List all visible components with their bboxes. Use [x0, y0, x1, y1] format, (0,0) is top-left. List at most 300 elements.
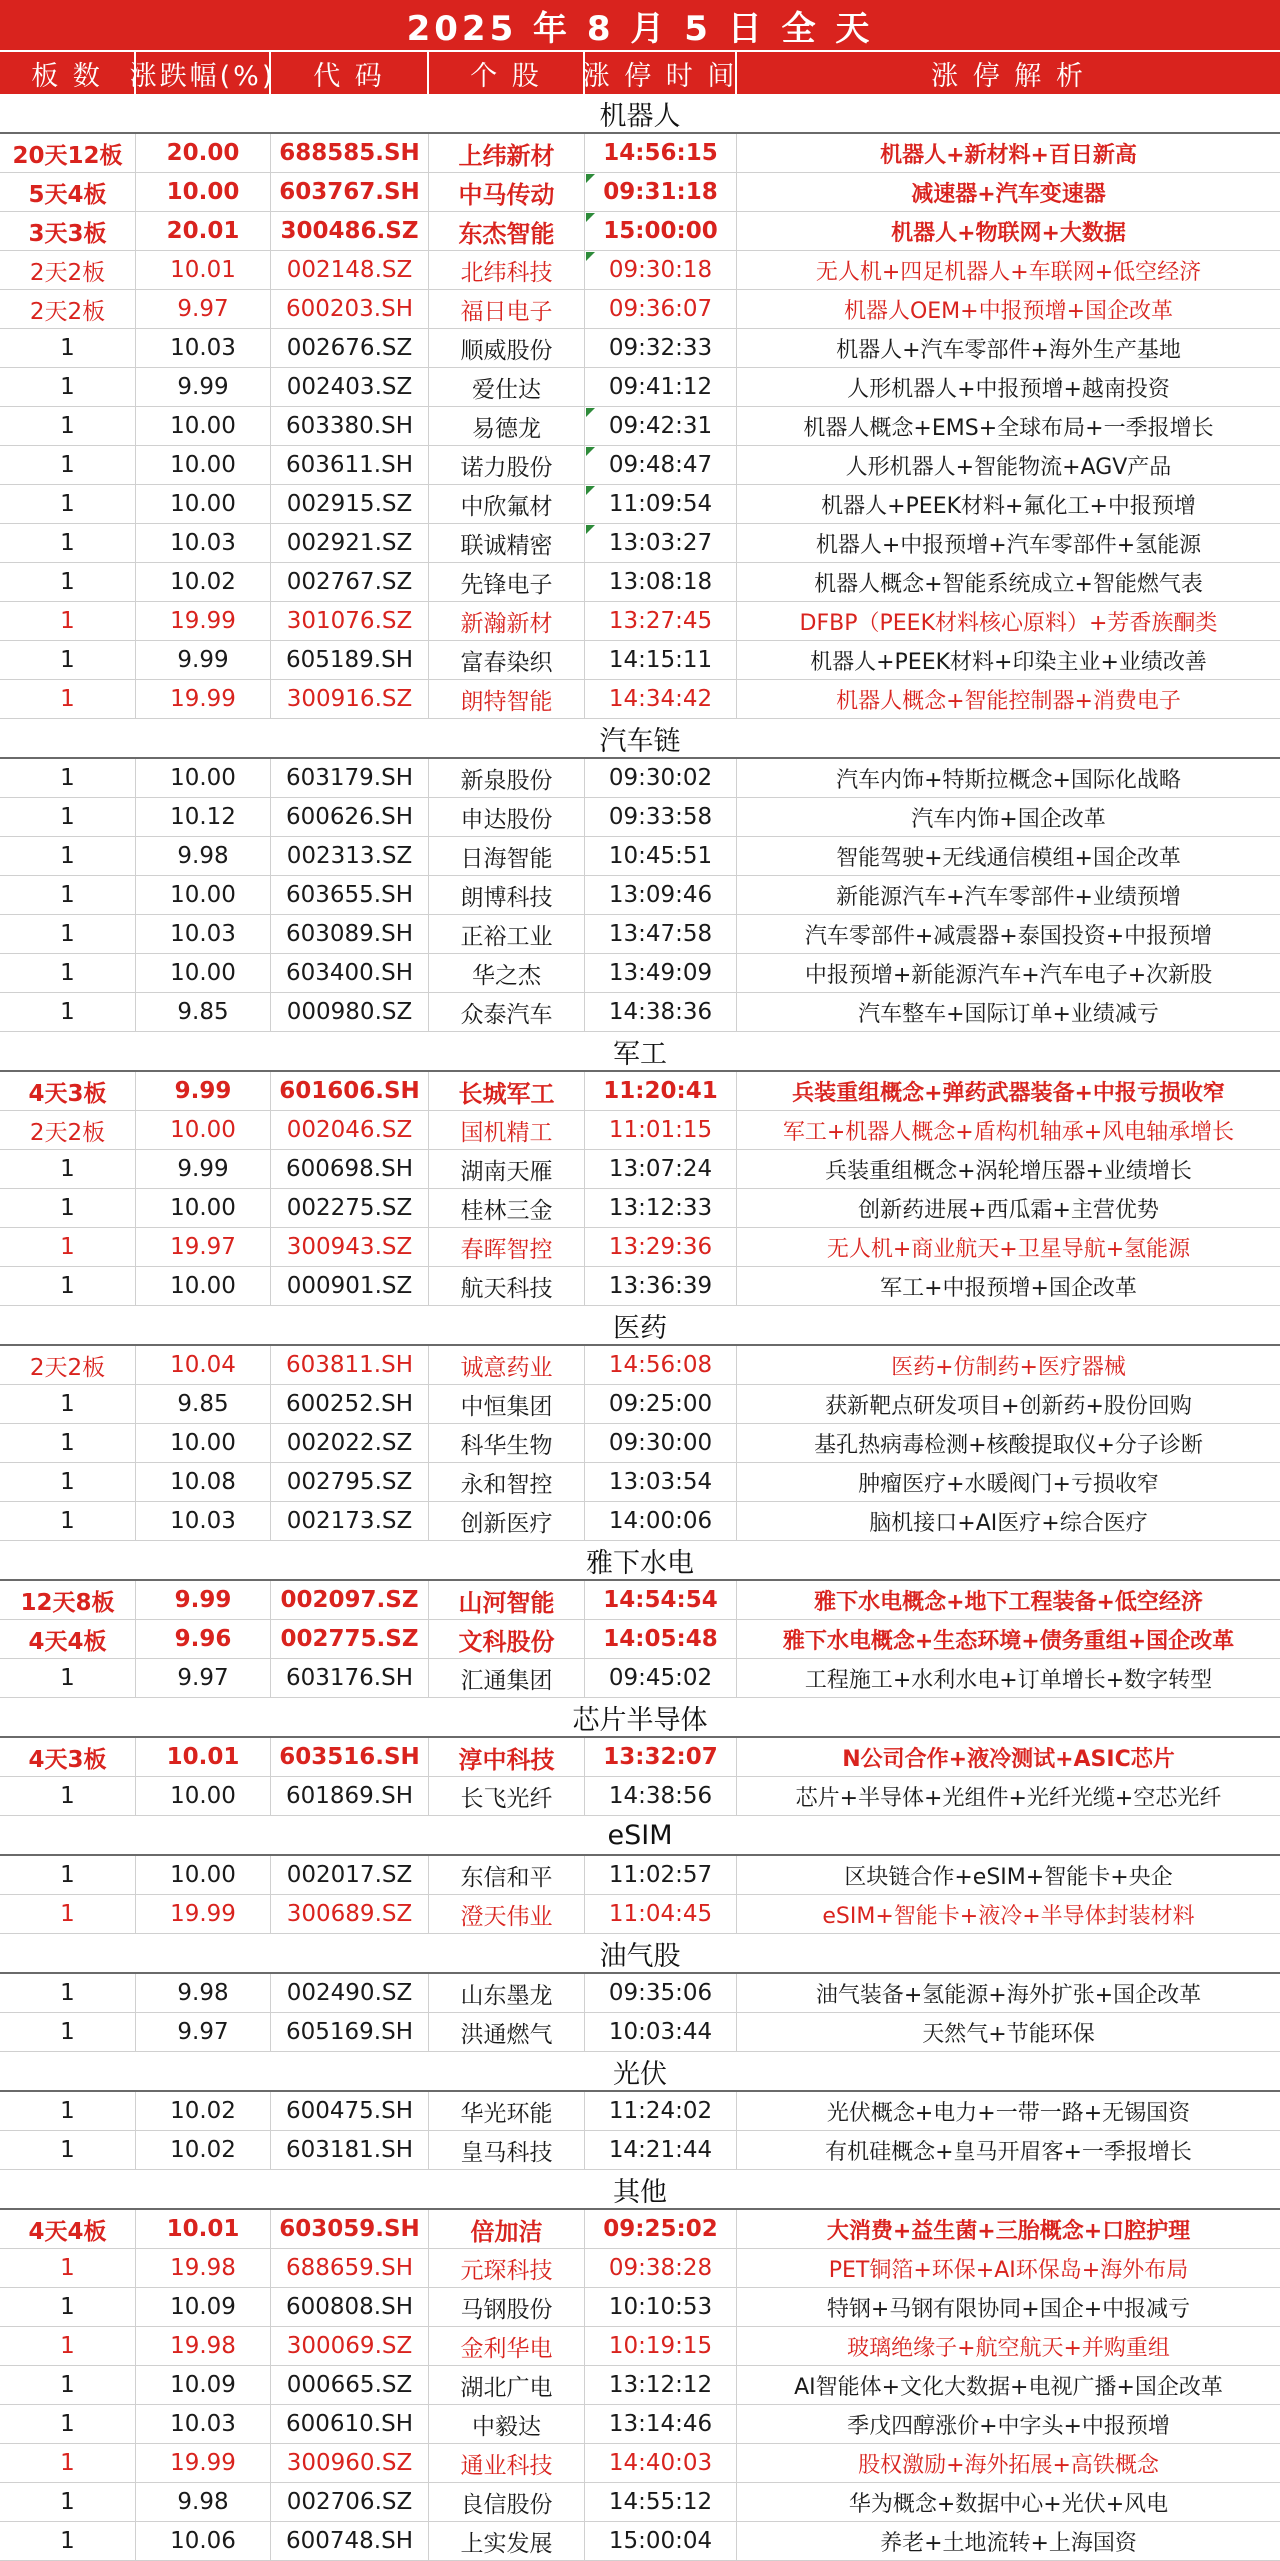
table-row[interactable] [0, 1463, 1280, 1502]
stock-name-cell-text: 诺力股份 [460, 454, 553, 481]
board-count-cell-text: 20天12板 [12, 142, 123, 169]
stock-code-cell [271, 1424, 429, 1462]
analysis-cell [737, 2288, 1280, 2326]
stock-name-cell-text: 日海智能 [460, 845, 553, 872]
change-pct-cell-text: 10.00 [170, 452, 236, 478]
table-row[interactable] [0, 134, 1280, 173]
table-row[interactable] [0, 1974, 1280, 2013]
stock-code-cell [271, 1620, 429, 1658]
table-row[interactable] [0, 368, 1280, 407]
table-row[interactable] [0, 1581, 1280, 1620]
board-count-cell [0, 563, 136, 601]
board-count-cell [0, 1856, 136, 1894]
tick-marker-icon [586, 525, 595, 534]
table-row[interactable] [0, 173, 1280, 212]
change-pct-cell [136, 368, 271, 406]
sector-label: 医药 [0, 1306, 1280, 1346]
limit-time-cell [585, 485, 737, 523]
stock-name-cell [429, 2210, 585, 2248]
sector-label: 汽车链 [0, 719, 1280, 759]
stock-name-cell [429, 524, 585, 562]
board-count-cell [0, 2092, 136, 2130]
board-count-cell-text: 1 [60, 1783, 75, 1809]
stock-name-cell-text: 朗特智能 [460, 688, 553, 715]
change-pct-cell-text: 10.00 [170, 1273, 236, 1299]
limit-time-cell [585, 1228, 737, 1266]
change-pct-cell-text: 20.00 [166, 140, 240, 166]
board-count-cell [0, 2288, 136, 2326]
stock-name-cell-text: 上纬新材 [458, 141, 555, 170]
stock-name-cell-text: 汇通集团 [460, 1667, 553, 1694]
table-row[interactable] [0, 251, 1280, 290]
change-pct-cell-text: 20.01 [166, 218, 240, 244]
board-count-cell-text: 1 [60, 765, 75, 791]
change-pct-cell-text: 10.00 [170, 960, 236, 986]
analysis-cell-text: 雅下水电概念+生态环境+债务重组+国企改革 [782, 1628, 1235, 1654]
stock-name-cell-text: 金利华电 [460, 2335, 553, 2362]
stock-name-cell-text: 中欣氟材 [460, 493, 553, 520]
stock-code-cell [271, 2249, 429, 2287]
stock-name-cell [429, 915, 585, 953]
change-pct-cell [136, 602, 271, 640]
board-count-cell [0, 1385, 136, 1423]
limit-time-cell-text: 09:45:02 [608, 1665, 713, 1691]
stock-name-cell-text: 长城军工 [458, 1079, 555, 1108]
limit-time-cell [585, 290, 737, 328]
table-row[interactable] [0, 2013, 1280, 2052]
limit-time-cell [585, 1072, 737, 1110]
table-row[interactable] [0, 641, 1280, 680]
stock-code-cell [271, 1502, 429, 1540]
change-pct-cell [136, 1228, 271, 1266]
table-row[interactable] [0, 1424, 1280, 1463]
stock-code-cell-text: 000901.SZ [286, 1273, 413, 1299]
stock-name-cell [429, 1974, 585, 2012]
analysis-cell-text: eSIM+智能卡+液冷+半导体封装材料 [822, 1903, 1195, 1929]
change-pct-cell [136, 2405, 271, 2443]
change-pct-cell [136, 1620, 271, 1658]
table-row[interactable] [0, 1895, 1280, 1934]
board-count-cell-text: 1 [60, 804, 75, 830]
board-count-cell-text: 1 [60, 2489, 75, 2515]
analysis-cell [737, 329, 1280, 367]
limit-time-cell [585, 1424, 737, 1462]
stock-code-cell [271, 2131, 429, 2169]
board-count-cell [0, 2522, 136, 2560]
limit-time-cell-text: 09:35:06 [608, 1980, 713, 2006]
stock-name-cell [429, 1659, 585, 1697]
table-row[interactable] [0, 524, 1280, 563]
analysis-cell [737, 1895, 1280, 1933]
sector-label: 机器人 [0, 94, 1280, 134]
change-pct-cell [136, 1072, 271, 1110]
table-row[interactable] [0, 1228, 1280, 1267]
stock-code-cell-text: 002046.SZ [286, 1117, 413, 1143]
change-pct-cell [136, 1502, 271, 1540]
change-pct-cell [136, 1738, 271, 1776]
table-row[interactable] [0, 2249, 1280, 2288]
limit-time-cell-text: 09:25:00 [608, 1391, 713, 1417]
table-row[interactable] [0, 1620, 1280, 1659]
board-count-cell-text: 4天4板 [28, 1628, 107, 1655]
analysis-cell-text: 兵装重组概念+弹药武器装备+中报亏损收窄 [792, 1080, 1225, 1106]
table-row[interactable] [0, 485, 1280, 524]
change-pct-cell [136, 1424, 271, 1462]
table-row[interactable] [0, 759, 1280, 798]
stock-name-cell [429, 2366, 585, 2404]
stock-code-cell-text: 601606.SH [279, 1078, 420, 1104]
limit-time-cell-text: 14:54:54 [603, 1587, 718, 1613]
limit-time-cell [585, 1189, 737, 1227]
limit-time-cell-text: 10:10:53 [608, 2294, 713, 2320]
board-count-cell [0, 173, 136, 211]
stock-code-cell-text: 000665.SZ [286, 2372, 413, 2398]
limit-time-cell-text: 10:03:44 [608, 2019, 713, 2045]
change-pct-cell [136, 680, 271, 718]
table-row[interactable] [0, 2366, 1280, 2405]
stock-name-cell-text: 福日电子 [460, 298, 553, 325]
analysis-cell-text: 机器人+PEEK材料+氟化工+中报预增 [821, 493, 1196, 519]
analysis-cell-text: 区块链合作+eSIM+智能卡+央企 [844, 1864, 1173, 1890]
analysis-cell [737, 2366, 1280, 2404]
stock-code-cell [271, 915, 429, 953]
board-count-cell [0, 2131, 136, 2169]
table-row[interactable] [0, 2210, 1280, 2249]
stock-name-cell [429, 2092, 585, 2130]
board-count-cell [0, 1659, 136, 1697]
change-pct-cell [136, 173, 271, 211]
stock-code-cell-text: 600203.SH [285, 296, 413, 322]
analysis-cell-text: 医药+仿制药+医疗器械 [891, 1354, 1126, 1380]
stock-code-cell [271, 1895, 429, 1933]
analysis-cell-text: 汽车内饰+国企改革 [911, 806, 1106, 832]
stock-name-cell-text: 湖南天雁 [460, 1158, 553, 1185]
board-count-cell-text: 1 [60, 1508, 75, 1534]
change-pct-cell [136, 1974, 271, 2012]
limit-time-cell [585, 2444, 737, 2482]
table-row[interactable] [0, 1502, 1280, 1541]
stock-code-cell [271, 251, 429, 289]
table-row[interactable] [0, 2288, 1280, 2327]
stock-code-cell-text: 002490.SZ [286, 1980, 413, 2006]
change-pct-cell-text: 10.01 [166, 2216, 240, 2242]
table-row[interactable] [0, 837, 1280, 876]
board-count-cell-text: 1 [60, 1234, 75, 1260]
board-count-cell [0, 485, 136, 523]
tick-marker-icon [586, 486, 595, 495]
board-count-cell-text: 4天3板 [28, 1746, 107, 1773]
stock-code-cell [271, 2444, 429, 2482]
table-row[interactable] [0, 2483, 1280, 2522]
board-count-cell [0, 2327, 136, 2365]
table-row[interactable] [0, 1150, 1280, 1189]
table-row[interactable] [0, 1111, 1280, 1150]
table-row[interactable] [0, 2522, 1280, 2561]
analysis-cell-text: 机器人+汽车零部件+海外生产基地 [836, 337, 1181, 363]
stock-name-cell [429, 446, 585, 484]
board-count-cell-text: 1 [60, 2450, 75, 2476]
stock-name-cell-text: 澄天伟业 [460, 1903, 553, 1930]
change-pct-cell [136, 1856, 271, 1894]
analysis-cell-text: 减速器+汽车变速器 [911, 181, 1106, 207]
table-row[interactable] [0, 1267, 1280, 1306]
stock-code-cell-text: 603767.SH [279, 179, 420, 205]
table-row[interactable] [0, 2444, 1280, 2483]
table-row[interactable] [0, 1777, 1280, 1816]
stock-code-cell [271, 2013, 429, 2051]
stock-code-cell [271, 290, 429, 328]
stock-code-cell [271, 954, 429, 992]
board-count-cell-text: 1 [60, 1156, 75, 1182]
stock-code-cell [271, 1738, 429, 1776]
tick-marker-icon [586, 174, 595, 183]
stock-name-cell [429, 1581, 585, 1619]
limit-time-cell [585, 641, 737, 679]
analysis-cell-text: 雅下水电概念+地下工程装备+低空经济 [814, 1589, 1203, 1615]
table-row[interactable] [0, 290, 1280, 329]
limit-time-cell-text: 14:40:03 [608, 2450, 713, 2476]
stock-code-cell [271, 407, 429, 445]
board-count-cell [0, 1346, 136, 1384]
analysis-cell [737, 1111, 1280, 1149]
stock-code-cell-text: 603811.SH [285, 1352, 413, 1378]
board-count-cell-text: 1 [60, 960, 75, 986]
table-row[interactable] [0, 2405, 1280, 2444]
board-count-cell [0, 368, 136, 406]
limit-time-cell-text: 14:00:06 [608, 1508, 713, 1534]
stock-name-cell [429, 2288, 585, 2326]
table-row[interactable] [0, 798, 1280, 837]
change-pct-cell [136, 212, 271, 250]
analysis-cell [737, 173, 1280, 211]
stock-name-cell-text: 朗博科技 [460, 884, 553, 911]
change-pct-cell-text: 10.03 [170, 2411, 236, 2437]
board-count-cell [0, 876, 136, 914]
analysis-cell-text: 无人机+四足机器人+车联网+低空经济 [815, 259, 1202, 285]
change-pct-cell [136, 2366, 271, 2404]
board-count-cell [0, 1895, 136, 1933]
stock-name-cell-text: 北纬科技 [460, 259, 553, 286]
analysis-cell-text: 季戊四醇涨价+中字头+中报预增 [847, 2413, 1170, 2439]
stock-name-cell-text: 倍加洁 [470, 2217, 543, 2246]
stock-code-cell [271, 329, 429, 367]
table-row[interactable] [0, 407, 1280, 446]
change-pct-cell-text: 9.98 [177, 2489, 229, 2515]
analysis-cell [737, 1072, 1280, 1110]
stock-name-cell [429, 759, 585, 797]
board-count-cell-text: 1 [60, 2411, 75, 2437]
stock-name-cell-text: 良信股份 [460, 2491, 553, 2518]
limit-time-cell-text: 09:31:18 [603, 179, 718, 205]
board-count-cell-text: 4天4板 [28, 2218, 107, 2245]
analysis-cell [737, 368, 1280, 406]
change-pct-cell [136, 1581, 271, 1619]
analysis-cell [737, 251, 1280, 289]
stock-name-cell-text: 新泉股份 [460, 767, 553, 794]
table-row[interactable] [0, 563, 1280, 602]
change-pct-cell [136, 2131, 271, 2169]
change-pct-cell-text: 10.00 [170, 1783, 236, 1809]
table-row[interactable] [0, 1738, 1280, 1777]
stock-code-cell [271, 1581, 429, 1619]
limit-time-cell [585, 2522, 737, 2560]
stock-name-cell [429, 173, 585, 211]
board-count-cell-text: 1 [60, 1862, 75, 1888]
table-row[interactable] [0, 2131, 1280, 2170]
table-row[interactable] [0, 602, 1280, 641]
analysis-cell [737, 1189, 1280, 1227]
limit-time-cell-text: 14:05:48 [603, 1626, 718, 1652]
table-row[interactable] [0, 1385, 1280, 1424]
analysis-cell [737, 2444, 1280, 2482]
limit-time-cell-text: 13:29:36 [608, 1234, 713, 1260]
board-title: 2025 年 8 月 5 日 全 天 [0, 0, 1280, 50]
limit-time-cell [585, 251, 737, 289]
table-row[interactable] [0, 329, 1280, 368]
analysis-cell [737, 1502, 1280, 1540]
limit-time-cell-text: 15:00:04 [608, 2528, 713, 2554]
analysis-cell-text: 股权激励+海外拓展+高铁概念 [858, 2452, 1159, 2478]
limit-time-cell [585, 1463, 737, 1501]
table-row[interactable] [0, 1856, 1280, 1895]
stock-name-cell-text: 中毅达 [472, 2413, 541, 2440]
stock-code-cell [271, 2210, 429, 2248]
table-row[interactable] [0, 680, 1280, 719]
analysis-cell [737, 290, 1280, 328]
board-count-cell-text: 2天2板 [29, 1354, 106, 1381]
limit-time-cell-text: 14:15:11 [608, 647, 713, 673]
analysis-cell [737, 2092, 1280, 2130]
board-count-cell [0, 2013, 136, 2051]
limit-time-cell [585, 563, 737, 601]
table-row[interactable] [0, 915, 1280, 954]
limit-time-cell-text: 09:42:31 [608, 413, 713, 439]
change-pct-cell [136, 2522, 271, 2560]
analysis-cell [737, 563, 1280, 601]
stock-name-cell [429, 602, 585, 640]
table-row[interactable] [0, 1346, 1280, 1385]
table-row[interactable] [0, 954, 1280, 993]
board-count-cell-text: 1 [60, 2294, 75, 2320]
limit-time-cell-text: 13:07:24 [608, 1156, 713, 1182]
stock-name-cell-text: 中马传动 [458, 180, 555, 209]
limit-time-cell [585, 1659, 737, 1697]
stock-name-cell [429, 1267, 585, 1305]
table-row[interactable] [0, 446, 1280, 485]
change-pct-cell [136, 2483, 271, 2521]
sector-label: 光伏 [0, 2052, 1280, 2092]
change-pct-cell-text: 19.98 [170, 2333, 236, 2359]
limit-time-cell-text: 13:14:46 [608, 2411, 713, 2437]
limit-time-cell [585, 1502, 737, 1540]
board-count-cell-text: 1 [60, 999, 75, 1025]
board-count-cell-text: 1 [60, 1273, 75, 1299]
stock-code-cell [271, 1777, 429, 1815]
stock-name-cell [429, 1072, 585, 1110]
table-row[interactable] [0, 1189, 1280, 1228]
analysis-cell [737, 954, 1280, 992]
board-count-cell [0, 212, 136, 250]
stock-name-cell-text: 淳中科技 [458, 1745, 555, 1774]
board-count-cell [0, 1150, 136, 1188]
limit-time-cell-text: 13:03:27 [608, 530, 713, 556]
table-row[interactable] [0, 1659, 1280, 1698]
table-row[interactable] [0, 993, 1280, 1032]
table-row[interactable] [0, 1072, 1280, 1111]
table-row[interactable] [0, 212, 1280, 251]
analysis-cell [737, 1974, 1280, 2012]
stock-name-cell [429, 290, 585, 328]
table-row[interactable] [0, 876, 1280, 915]
analysis-cell-text: 特钢+马钢有限协同+国企+中报减亏 [826, 2296, 1191, 2322]
change-pct-cell-text: 10.08 [170, 1469, 236, 1495]
stock-name-cell-text: 国机精工 [460, 1119, 553, 1146]
board-count-cell-text: 1 [60, 2528, 75, 2554]
limit-time-cell [585, 2249, 737, 2287]
analysis-cell [737, 798, 1280, 836]
sector-label: 芯片半导体 [0, 1698, 1280, 1738]
change-pct-cell-text: 10.02 [170, 569, 236, 595]
stock-name-cell-text: 众泰汽车 [460, 1001, 553, 1028]
stock-name-cell [429, 485, 585, 523]
change-pct-cell-text: 9.97 [177, 1665, 229, 1691]
board-count-cell [0, 1738, 136, 1776]
board-count-cell [0, 1620, 136, 1658]
board-count-cell-text: 1 [60, 530, 75, 556]
stock-code-cell [271, 173, 429, 211]
stock-name-cell [429, 1385, 585, 1423]
header-stock: 个 股 [429, 52, 585, 94]
change-pct-cell [136, 485, 271, 523]
limit-time-cell [585, 2327, 737, 2365]
board-count-cell [0, 2249, 136, 2287]
stock-code-cell-text: 603176.SH [285, 1665, 413, 1691]
change-pct-cell-text: 10.03 [170, 335, 236, 361]
analysis-cell [737, 641, 1280, 679]
stock-name-cell-text: 桂林三金 [460, 1197, 553, 1224]
board-count-cell [0, 524, 136, 562]
table-row[interactable] [0, 2327, 1280, 2366]
board-count-cell-text: 1 [60, 843, 75, 869]
analysis-cell-text: 机器人+新材料+百日新高 [880, 142, 1137, 168]
board-count-cell-text: 1 [60, 608, 75, 634]
limit-time-cell-text: 11:01:15 [608, 1117, 713, 1143]
limit-time-cell-text: 09:33:58 [608, 804, 713, 830]
change-pct-cell [136, 446, 271, 484]
stock-code-cell-text: 002017.SZ [286, 1862, 413, 1888]
stock-name-cell [429, 1738, 585, 1776]
analysis-cell [737, 1777, 1280, 1815]
board-count-cell-text: 1 [60, 647, 75, 673]
analysis-cell [737, 759, 1280, 797]
change-pct-cell-text: 19.99 [170, 608, 236, 634]
board-count-cell-text: 1 [60, 2333, 75, 2359]
stock-name-cell-text: 元琛科技 [460, 2257, 553, 2284]
limit-time-cell-text: 14:21:44 [608, 2137, 713, 2163]
analysis-cell-text: 肿瘤医疗+水暖阀门+亏损收窄 [858, 1471, 1159, 1497]
limit-time-cell [585, 1111, 737, 1149]
stock-code-cell-text: 603611.SH [285, 452, 413, 478]
analysis-cell-text: 脑机接口+AI医疗+综合医疗 [869, 1510, 1148, 1536]
stock-name-cell-text: 春晖智控 [460, 1236, 553, 1263]
stock-code-cell-text: 002915.SZ [286, 491, 413, 517]
board-count-cell-text: 1 [60, 1195, 75, 1221]
change-pct-cell [136, 641, 271, 679]
table-row[interactable] [0, 2092, 1280, 2131]
change-pct-cell-text: 10.00 [170, 491, 236, 517]
analysis-cell-text: 芯片+半导体+光组件+光纤光缆+空芯光纤 [795, 1785, 1222, 1811]
board-count-cell [0, 134, 136, 172]
